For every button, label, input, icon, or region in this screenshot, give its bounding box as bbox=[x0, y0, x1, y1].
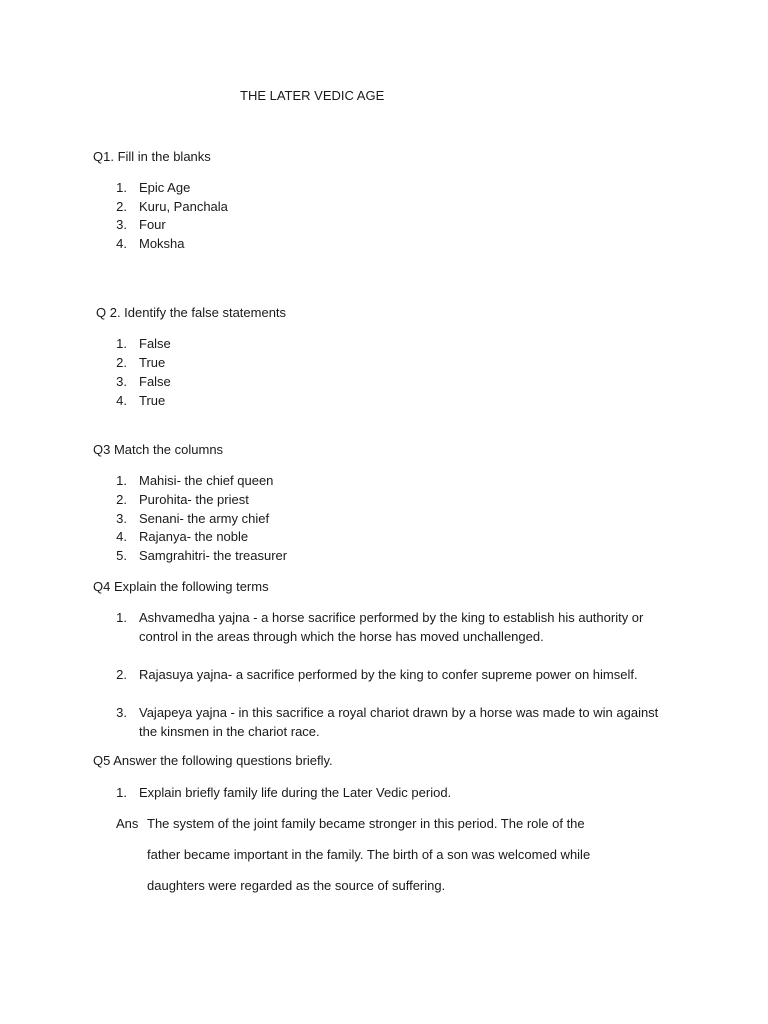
q4-heading: Q4 Explain the following terms bbox=[93, 579, 269, 594]
list-item-number: 3. bbox=[116, 217, 127, 232]
list-item: True bbox=[139, 355, 166, 370]
list-item: Vajapeya yajna - in this sacrifice a royal chariot drawn by a horse was made to win against the kinsmen in the chariot race. bbox=[139, 705, 659, 739]
list-item-number: 4. bbox=[116, 236, 127, 251]
list-item-number: 3. bbox=[116, 705, 127, 720]
q5-heading: Q5 Answer the following questions briefly. bbox=[93, 753, 333, 768]
list-item: False bbox=[139, 374, 171, 389]
list-item: Senani- the army chief bbox=[139, 511, 270, 526]
list-item-number: 2. bbox=[116, 667, 127, 682]
list-item: Kuru, Panchala bbox=[139, 199, 228, 214]
list-item-number: 5. bbox=[116, 548, 127, 563]
list-item: Epic Age bbox=[139, 180, 191, 195]
answer-line: daughters were regarded as the source of suffering. bbox=[147, 878, 446, 893]
list-item-number: 4. bbox=[116, 393, 127, 408]
list-item: True bbox=[139, 393, 166, 408]
list-item: Mahisi- the chief queen bbox=[139, 473, 274, 488]
answer-line: The system of the joint family became stronger in this period. The role of the bbox=[147, 816, 585, 831]
list-item: Purohita- the priest bbox=[139, 492, 249, 507]
list-item-number: 4. bbox=[116, 529, 127, 544]
list-item: Rajanya- the noble bbox=[139, 529, 249, 544]
list-item-number: 3. bbox=[116, 511, 127, 526]
list-item-number: 2. bbox=[116, 199, 127, 214]
list-item-number: 1. bbox=[116, 180, 127, 195]
list-item-number: 2. bbox=[116, 492, 127, 507]
list-item: Rajasuya yajna- a sacrifice performed by the king to confer supreme power on himself. bbox=[139, 667, 638, 682]
list-item: Moksha bbox=[139, 236, 185, 251]
list-item-number: 2. bbox=[116, 355, 127, 370]
list-item: False bbox=[139, 336, 171, 351]
answer-label: Ans bbox=[116, 816, 139, 831]
list-item: Ashvamedha yajna - a horse sacrifice performed by the king to establish his authority or control in the areas through which the horse has moved unchallenged. bbox=[139, 610, 644, 644]
list-item-number: 1. bbox=[116, 785, 127, 800]
list-item-number: 3. bbox=[116, 374, 127, 389]
list-item-number: 1. bbox=[116, 336, 127, 351]
list-item-number: 1. bbox=[116, 610, 127, 625]
list-item: Explain briefly family life during the Later Vedic period. bbox=[139, 785, 452, 800]
list-item-number: 1. bbox=[116, 473, 127, 488]
list-item: Four bbox=[139, 217, 166, 232]
list-item: Samgrahitri- the treasurer bbox=[139, 548, 288, 563]
q3-heading: Q3 Match the columns bbox=[93, 442, 224, 457]
page-title: THE LATER VEDIC AGE bbox=[240, 88, 385, 103]
answer-line: father became important in the family. The birth of a son was welcomed while bbox=[147, 847, 591, 862]
q2-heading: Q 2. Identify the false statements bbox=[96, 305, 287, 320]
q1-heading: Q1. Fill in the blanks bbox=[93, 149, 211, 164]
